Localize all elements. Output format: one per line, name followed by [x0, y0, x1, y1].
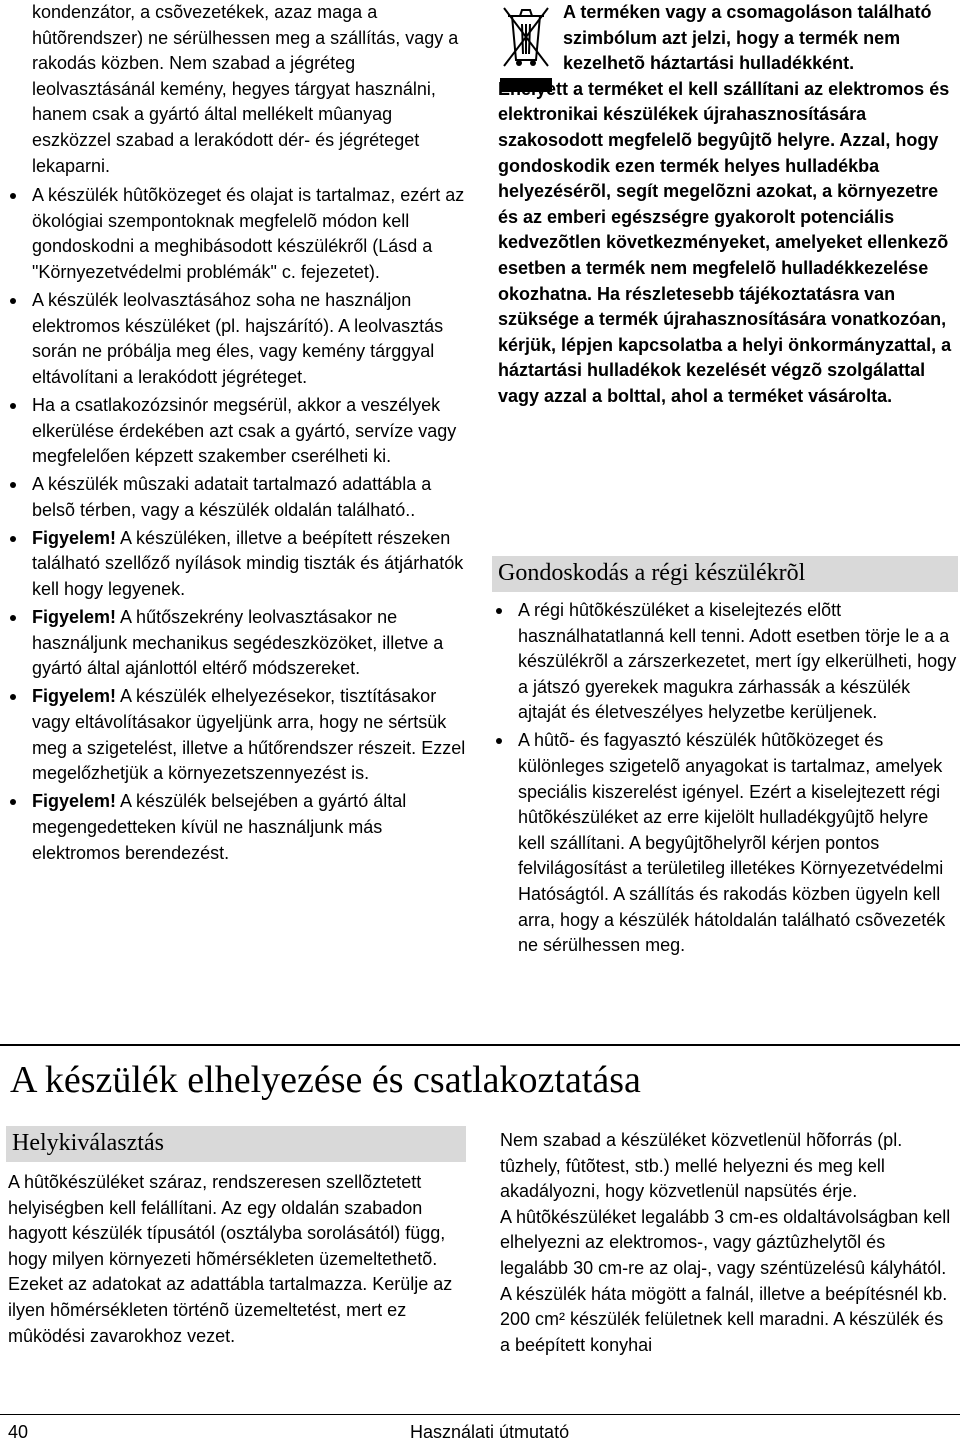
- page-number: 40: [8, 1422, 29, 1442]
- location-text-left: A hûtõkészüléket száraz, rendszeresen szellõztetett helyiségben kell felállítani. Az egy oldalán szabadon hagyott készülék típusától (osztályba sorolásától) függ, hogy milyen környezeti hõmérsékleten üzemeltethetõ. Ezeket az adatokat az adattábla tartalmazza. Kerülje az ilyen hõmérsékleten történõ üzemeltetést, mert ez mûködési zavarokhoz vezet.: [8, 1172, 453, 1346]
- footer-title: Használati útmutató: [410, 1422, 570, 1442]
- bullet-icon: [496, 738, 502, 744]
- safety-bullet-list: [32, 183, 468, 866]
- bullet-icon: [10, 536, 16, 542]
- list-item: A készülék hûtõközeget és olajat is tartalmaz, ezért az ökológiai szempontoknak megfelelõ módon kell gondoskodni a meghibásodott készülékről (Lásd a "Környezetvédelmi problémák" c. fejezetet).: [32, 183, 468, 285]
- disposal-first-lines: A terméken vagy a csomagoláson található szimbólum azt jelzi, hogy a termék nem kezelhetõ háztartási hulladékként.: [563, 2, 932, 74]
- list-item: Figyelem! A készülék belsejében a gyártó által megengedetteken kívül ne használjunk más elektromos berendezést.: [32, 789, 468, 866]
- section-divider: [0, 1044, 960, 1046]
- old-appliance-heading: Gondoskodás a régi készülékrõl: [492, 556, 958, 592]
- list-item: Figyelem! A készülék elhelyezésekor, tisztításakor vagy eltávolításakor ügyeljünk arra, hogy ne sértsük meg a szigetelést, illetve a hűtőrendszer részeit. Ezzel megelőzhetjük a környezetszennyezést is.: [32, 684, 468, 786]
- old-appliance-column: [518, 598, 958, 961]
- bullet-icon: [10, 298, 16, 304]
- paragraph: Nem szabad a készüléket közvetlenül hõforrás (pl. tûzhely, fûtõtest, stb.) mellé helyezni és meg kell akadályozni, hogy közvetlenül napsütés érje.: [500, 1130, 903, 1202]
- bullet-icon: [10, 193, 16, 199]
- intro-paragraph: kondenzátor, a csõvezetékek, azaz maga a hûtõrendszer) ne sérülhessen meg a szállítás, vagy a rakodás közben. Nem szabad a jégréteg leolvasztásánál kemény, hegyes tárgyat használni, hanem csak a gyártó által mellékelt mûanyag eszközzel szabad a lerakódott dér- és jégréteget lekaparni.: [32, 2, 459, 176]
- bullet-icon: [10, 694, 16, 700]
- paragraph: A készülék háta mögött a falnál, illetve a beépítésnél kb. 200 cm² készülék felületnek kell maradni. A készülék és a beépített konyhai: [500, 1283, 948, 1355]
- footer-divider: [0, 1414, 960, 1415]
- list-item: A készülék leolvasztásához soha ne használjon elektromos készüléket (pl. hajszárító). A leolvasztás során ne próbálja meg éles, vagy kemény tárggyal eltávolítani a lerakódott jégréteget.: [32, 288, 468, 390]
- old-appliance-bullet-list: [518, 598, 958, 959]
- list-item: Figyelem! A hűtőszekrény leolvasztásakor ne használjunk mechanikus segédeszközöket, illetve a gyártó által ajánlottól eltérő módszereket.: [32, 605, 468, 682]
- bullet-icon: [10, 615, 16, 621]
- list-item: A régi hûtõkészüléket a kiselejtezés elõtt használhatatlanná kell tenni. Adott esetben törje le a a készülékrõl a zárszerkezetet, mert így elkerülheti, hogy a játszó gyerekek magukra zárhassák a készülék ajtaját és életveszélyes helyzetbe kerüljenek.: [518, 598, 958, 726]
- safety-column: [32, 0, 468, 869]
- list-item: Ha a csatlakozózsinór megsérül, akkor a veszélyek elkerülése érdekében azt csak a gyártó, servíze vagy megfelelően képzett szakember cserélheti ki.: [32, 393, 468, 470]
- paragraph: A hûtõkészüléket legalább 3 cm-es oldaltávolságban kell elhelyezni az elektromos-, vagy gáztûzhelytõl és legalább 30 cm-re az olaj-, vagy széntüzelésû kályhától.: [500, 1206, 951, 1278]
- bullet-icon: [496, 608, 502, 614]
- section-title: A készülék elhelyezése és csatlakoztatása: [10, 1059, 641, 1101]
- disposal-continuation: Ehelyett a terméket el kell szállítani az elektromos és elektronikai készülékek újrahasznosítására szakosodott megfelelõ begyûjtõ helyre. Azzal, hogy gondoskodik ezen termék helyes hulladékba helyezésérõl, segít megelõzni azokat, a környezetre és az emberi egészségre gyakorolt potenciális kedvezõtlen következményeket, amelyeket ellenkezõ esetben a termék nem megfelelõ hulladékkezelése okozhatna. Ha részletesebb tájékoztatásra van szüksége a termék újrahasznosítására vonatkozóan, kérjük, lépjen kapcsolatba a helyi önkormányzattal, a háztartási hulladékok kezelését végzõ szolgálattal vagy azzal a bolttal, ahol a terméket vásárolta.: [498, 78, 952, 406]
- list-item: A készülék mûszaki adatait tartalmazó adattábla a belsõ térben, vagy a készülék oldalán található..: [32, 472, 468, 523]
- bullet-icon: [10, 403, 16, 409]
- disposal-notice: [563, 0, 958, 77]
- list-item: A hûtõ- és fagyasztó készülék hûtõközeget és különleges szigetelõ anyagokat is tartalmaz, amelyek speciális kiszerelést igényel. Ezért a kiselejtezett régi hûtõkészüléket az erre kijelölt hulladékgyûjtõ helyre kell szállítani. A begyûjtõhelyrõl kérjen pontos felvilágosítást a területileg illetékes Környezetvédelmi Hatóságtól. A szállítás és rakodás közben ügyeln kell arra, hogy a készülék hátoldalán található csõvezeték ne sérülhessen meg.: [518, 728, 958, 958]
- location-heading: Helykiválasztás: [6, 1126, 466, 1162]
- location-text-right: [500, 1128, 958, 1358]
- bullet-icon: [10, 799, 16, 805]
- bullet-icon: [10, 482, 16, 488]
- list-item: Figyelem! A készüléken, illetve a beépített részeken található szellőző nyílások mindig tiszták és átjárhatók kell hogy legyenek.: [32, 526, 468, 603]
